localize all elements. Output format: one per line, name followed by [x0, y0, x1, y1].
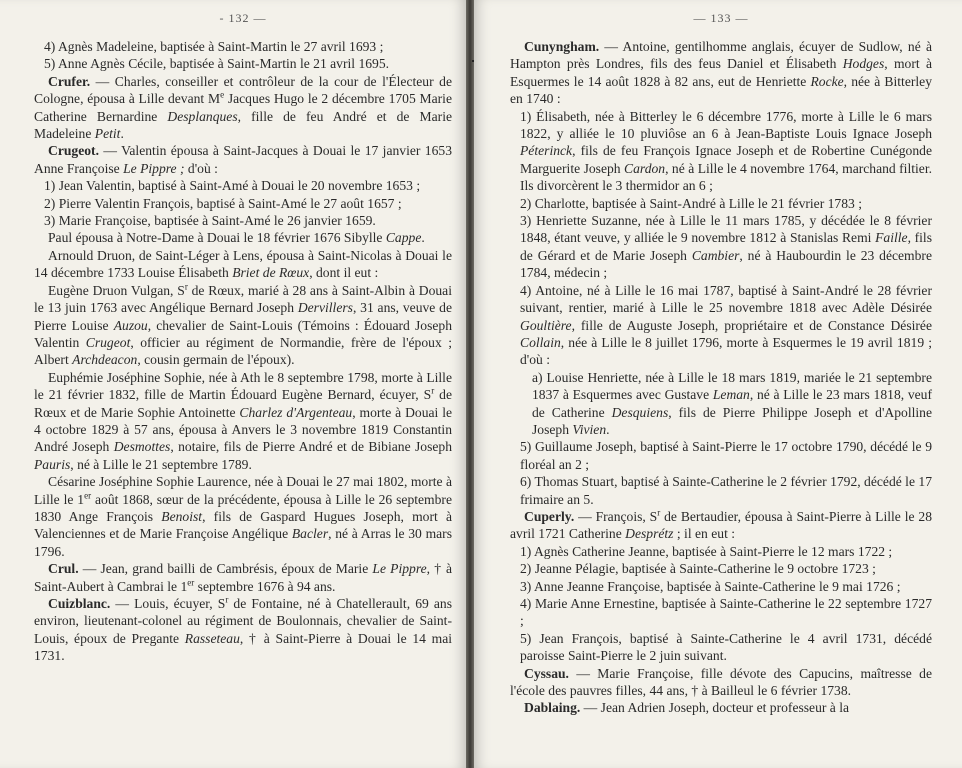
text-run: Petit — [94, 126, 121, 142]
text-run: Dervillers — [297, 300, 353, 316]
text-run: , né à Lille le 23 mars 1818, veuf de Catherine — [532, 387, 932, 420]
text-run: , † à Saint-Pierre à Douai le 14 mai 1731. — [34, 630, 452, 664]
paragraph — [510, 38, 932, 108]
paragraph — [34, 247, 452, 282]
text-run: , née à Lille le 8 juillet 1796, morte à Esquermes le 19 avril 1819 ; d'où : — [520, 334, 932, 368]
left-page-body — [34, 38, 452, 665]
list-item — [510, 108, 932, 195]
paragraph — [34, 142, 452, 177]
text-run: , chevalier de Saint-Louis (Témoins : Édouard Joseph Valentin — [34, 317, 452, 350]
text-run: ; il en eut : — [673, 526, 736, 542]
list-item — [510, 473, 932, 508]
text-run: , 31 ans, veuve de Pierre Louise — [34, 300, 452, 333]
text-run: e — [220, 89, 225, 100]
text-run: Hodges — [842, 56, 885, 72]
text-run: Briet de Rœux — [232, 265, 310, 281]
text-run: Césarine Joséphine Sophie Laurence, née à Douai le 27 mai 1802, morte à Lille le 1 — [34, 474, 452, 507]
list-item — [510, 560, 932, 577]
text-run: Arnould Druon, de Saint-Léger à Lens, épousa à Saint-Nicolas à Douai le 14 décembre 1733 Louise Élisabeth — [34, 247, 452, 281]
list-item — [34, 212, 452, 229]
list-item — [510, 369, 932, 439]
list-item — [510, 630, 932, 665]
text-run: , né à Lille le 21 septembre 1789. — [70, 456, 252, 472]
text-run: Rasseteau — [184, 630, 240, 646]
text-run: Faille — [875, 230, 908, 246]
text-run: , dont il eut : — [309, 265, 379, 281]
text-run: , né à Lille le 4 novembre 1764, marchand filtier. Ils divorcèrent le 3 thermidor an 6 ; — [520, 160, 933, 194]
list-item — [34, 195, 452, 212]
text-run: Cappe — [385, 230, 422, 246]
text-run: Péterinck — [520, 143, 573, 159]
text-run: Jacques Hugo le 2 décembre 1705 Marie Catherine Bernardine — [34, 91, 452, 124]
text-run: — Valentin épousa à Saint-Jacques à Douai le 17 janvier 1653 Anne Françoise — [34, 143, 452, 176]
list-item — [510, 595, 932, 630]
text-run: août 1868, sœur de la précédente, épousa à Lille le 26 septembre 1830 Ange François — [34, 491, 452, 524]
book-gutter — [466, 0, 474, 768]
text-run: — Jean Adrien Joseph, docteur et professeur à la — [580, 700, 850, 716]
text-run: Leman — [712, 387, 750, 403]
text-run: 5) Jean François, baptisé à Sainte-Catherine le 4 avril 1731, décédé paroisse Saint-Pierre le 2 juin suivant. — [520, 630, 932, 664]
text-run: 3) Henriette Suzanne, née à Lille le 11 mars 1785, y décédée le 8 février 1848, étant veuve, y alliée le 9 novembre 1812 à Stanislas Remi — [520, 213, 932, 246]
text-run: Pauris — [34, 456, 71, 472]
text-run: Cambier — [691, 247, 740, 263]
text-run: 2) Charlotte, baptisée à Saint-André à Lille le 21 février 1783 ; — [520, 195, 862, 211]
text-run: 1) Jean Valentin, baptisé à Saint-Amé à Douai le 20 novembre 1653 ; — [44, 178, 421, 194]
text-run: Eugène Druon Vulgan, S — [48, 282, 185, 298]
text-run: d'où : — [184, 160, 218, 176]
entry-heading: Cuizblanc. — [48, 596, 111, 611]
text-run: Crugeot — [85, 334, 131, 350]
text-run: 1) Élisabeth, née à Bitterley le 6 décembre 1776, morte à Lille le 6 mars 1822, y alliée le 10 pluviôse an 6 à Jean-Baptiste Louis Ignace Joseph — [520, 108, 932, 142]
text-run: de Bertaudier, épousa à Saint-Pierre à Lille le 28 avril 1721 Catherine — [510, 508, 932, 542]
text-run: septembre 1676 à 94 ans. — [194, 578, 336, 594]
text-run: Rocke — [810, 73, 844, 89]
text-run: Paul épousa à Notre-Dame à Douai le 18 février 1676 Sibylle — [48, 230, 386, 246]
right-page-body — [510, 38, 932, 717]
text-run: r — [431, 385, 435, 396]
text-run: — Jean, grand bailli de Cambrésis, époux de Marie — [78, 561, 373, 577]
text-run: , fils de feu François Ignace Joseph et de Robertine Cunégonde Marguerite Joseph — [520, 143, 932, 176]
paragraph — [34, 282, 452, 369]
list-item — [510, 438, 932, 473]
list-item — [510, 543, 932, 560]
entry-heading: Crugeot. — [48, 143, 99, 159]
text-run: 4) Agnès Madeleine, baptisée à Saint-Martin le 27 avril 1693 ; — [44, 39, 384, 54]
paragraph — [34, 229, 452, 246]
text-run: — François, S — [574, 508, 658, 524]
text-run: r — [657, 507, 661, 518]
text-run: 5) Guillaume Joseph, baptisé à Saint-Pierre le 17 octobre 1790, décédé le 9 floréal an 2 ; — [520, 439, 932, 472]
text-run: 6) Thomas Stuart, baptisé à Sainte-Catherine le 2 février 1792, décédé le 17 frimaire an 5. — [520, 474, 932, 507]
right-page — [474, 0, 962, 768]
text-run: . — [421, 230, 425, 246]
text-run: de Rœux et de Marie Sophie Antoinette — [34, 387, 452, 420]
list-item — [510, 282, 932, 369]
text-run: Cardon — [624, 160, 666, 176]
text-run: de Fontaine, né à Chatellerault, 69 ans environ, lieutenant-colonel au régiment de Boulonnais, chevalier de Saint-Louis, époux de Pregante — [34, 596, 453, 646]
list-item — [510, 578, 932, 595]
text-run: , morte à Douai le 4 octobre 1829 à 57 ans, épousa à Anvers le 3 novembre 1819 Constantin André Joseph — [34, 404, 453, 455]
list-item — [34, 38, 452, 55]
paragraph — [510, 665, 932, 700]
text-run: , fils de Pierre Philippe Joseph et d'Apolline Joseph — [532, 404, 932, 437]
text-run: , fils de Gaspard Hugues Joseph, mort à Valenciennes et de Marie Françoise Angélique — [34, 508, 452, 542]
entry-heading: Cyssau. — [524, 665, 569, 681]
list-item — [510, 195, 932, 212]
paragraph — [34, 473, 452, 560]
text-run: , cousin germain de l'époux). — [137, 352, 295, 368]
text-run: de Rœux, marié à 28 ans à Saint-Albin à Douai le 13 juin 1763 avec Angélique Bernard Joseph — [34, 282, 452, 316]
text-run: Desquiens — [611, 404, 669, 420]
text-run: r — [184, 281, 188, 292]
text-run: 1) Agnès Catherine Jeanne, baptisée à Saint-Pierre le 12 mars 1722 ; — [520, 543, 893, 559]
text-run: er — [84, 490, 92, 501]
text-run: Benoist — [161, 508, 203, 524]
paragraph — [34, 369, 452, 473]
text-run: , fille de feu André et de Marie Madeleine — [34, 108, 453, 142]
text-run: , † à Saint-Aubert à Cambrai le 1 — [34, 561, 452, 594]
text-run: — Antoine, gentilhomme anglais, écuyer de Sudlow, né à Hampton près Londres, fils des feus Daniel et Élisabeth — [510, 39, 932, 72]
text-run: Collain — [520, 334, 561, 350]
text-run: 3) Anne Jeanne Françoise, baptisée à Sainte-Catherine le 9 mai 1726 ; — [520, 578, 901, 594]
text-run: , né à Haubourdin le 23 décembre 1784, médecin ; — [520, 247, 932, 281]
right-page-number: — 133 — — [693, 11, 749, 25]
text-run: 2) Jeanne Pélagie, baptisée à Sainte-Catherine le 9 octobre 1723 ; — [520, 561, 876, 577]
text-run: . — [606, 421, 610, 437]
text-run: , officier au régiment de Normandie, frère de l'époux ; Albert — [34, 334, 452, 368]
text-run: Desplanques — [167, 108, 238, 124]
text-run: Auzou — [113, 317, 148, 333]
paragraph — [34, 595, 452, 665]
text-run: Le Pippre ; — [123, 160, 185, 176]
text-run: Desmottes — [113, 439, 171, 455]
text-run: Euphémie Joséphine Sophie, née à Ath le 8 septembre 1798, morte à Lille le 21 février 1832, fille de Martin Édouard Eugène Bernard, écuyer, S — [34, 369, 452, 403]
text-run: a) Louise Henriette, née à Lille le 18 mars 1819, mariée le 21 septembre 1837 à Esquermes avec Gustave — [532, 369, 932, 403]
paragraph — [510, 699, 932, 716]
text-run: — Louis, écuyer, S — [110, 596, 226, 611]
text-run: er — [187, 577, 195, 588]
text-run: . — [120, 126, 124, 142]
entry-heading: Crufer. — [48, 73, 91, 89]
text-run: , né à Arras le 30 mars 1796. — [34, 526, 452, 559]
paragraph — [34, 560, 452, 595]
list-item — [34, 55, 452, 72]
text-run: , mort à Esquermes le 14 août 1828 à 82 ans, eut de Henriette — [510, 56, 932, 89]
entry-heading: Crul. — [48, 561, 79, 577]
text-run: , notaire, fils de Pierre André et de Bibiane Joseph — [170, 439, 452, 455]
list-item — [510, 212, 932, 282]
list-item — [34, 177, 452, 194]
text-run: , fille de Auguste Joseph, propriétaire et de Constance Désirée — [571, 317, 932, 333]
left-page-number: - 132 — — [219, 11, 267, 25]
text-run: 2) Pierre Valentin François, baptisé à Saint-Amé le 27 août 1657 ; — [44, 195, 402, 211]
text-run: r — [225, 594, 229, 605]
text-run: Archdeacon — [72, 352, 138, 368]
text-run: 4) Antoine, né à Lille le 16 mai 1787, baptisé à Saint-André le 28 février suivant, rentier, marié à Lille le 25 novembre 1818 avec Adèle Désirée — [520, 282, 932, 316]
text-run: 5) Anne Agnès Cécile, baptisée à Saint-Martin le 21 avril 1695. — [44, 56, 390, 72]
text-run: Desprétz — [625, 526, 674, 542]
text-run: , fils de Gérard et de Marie Joseph — [520, 230, 933, 263]
text-run: Vivien — [572, 421, 607, 437]
entry-heading: Cuperly. — [524, 508, 575, 524]
paragraph — [510, 508, 932, 543]
left-page — [0, 0, 466, 768]
text-run: Le Pippre — [372, 561, 427, 577]
text-run: 3) Marie Françoise, baptisée à Saint-Amé le 26 janvier 1659. — [44, 213, 376, 229]
text-run: Charlez d'Argenteau — [239, 404, 353, 420]
text-run: Bacler — [291, 526, 329, 542]
text-run: Goultière — [520, 317, 572, 333]
paragraph — [34, 73, 452, 143]
text-run: — Marie Françoise, fille dévote des Capucins, maîtresse de l'école des pauvres filles, 44 ans, † à Bailleul le 6 février 1738. — [510, 665, 932, 699]
text-run: 4) Marie Anne Ernestine, baptisée à Sainte-Catherine le 22 septembre 1727 ; — [520, 596, 932, 629]
entry-heading: Cunyngham. — [524, 39, 600, 54]
text-run: — Charles, conseiller et contrôleur de la cour de l'Électeur de Cologne, épousa à Lille devant M — [34, 73, 452, 107]
entry-heading: Dablaing. — [524, 700, 581, 716]
text-run: , née à Bitterley en 1740 : — [510, 73, 932, 107]
